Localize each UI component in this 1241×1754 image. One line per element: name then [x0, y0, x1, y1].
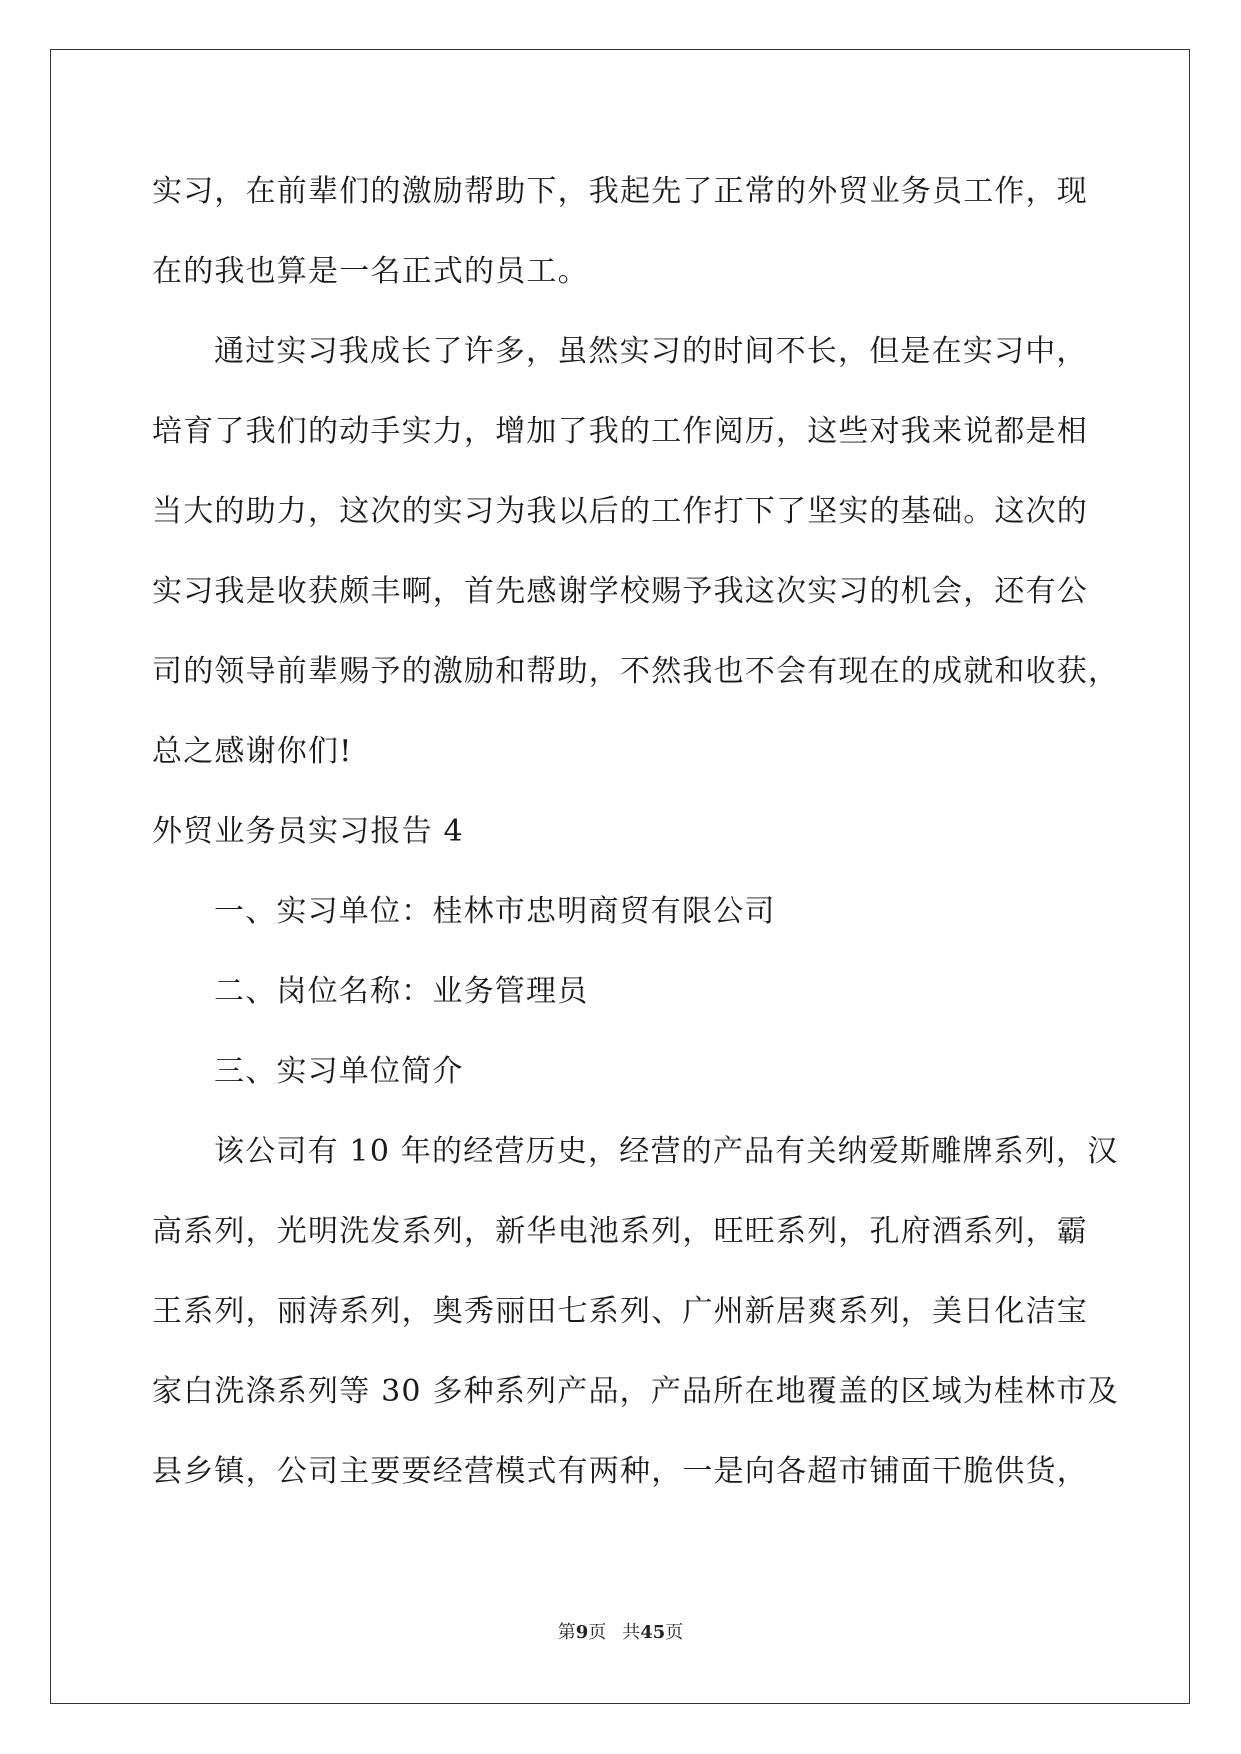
page-suffix: 页 [588, 1622, 607, 1643]
section-heading: 外贸业务员实习报告 4 [152, 814, 464, 849]
body-line: 培育了我们的动手实力，增加了我的工作阅历，这些对我来说都是相 [152, 414, 1088, 449]
body-line: 一、实习单位：桂林市忠明商贸有限公司 [214, 894, 776, 929]
body-line: 实习，在前辈们的激励帮助下，我起先了正常的外贸业务员工作，现 [152, 174, 1088, 209]
page-footer [0, 1618, 1241, 1644]
body-line: 王系列，丽涛系列，奥秀丽田七系列、广州新居爽系列，美日化洁宝 [152, 1294, 1088, 1329]
body-line: 该公司有 10 年的经营历史，经营的产品有关纳爱斯雕牌系列，汉 [214, 1134, 1119, 1169]
body-line: 三、实习单位简介 [214, 1054, 464, 1089]
body-line: 总之感谢你们! [152, 734, 353, 769]
body-line: 通过实习我成长了许多，虽然实习的时间不长，但是在实习中， [214, 334, 1088, 369]
current-page-number: 9 [575, 1622, 589, 1643]
body-line: 二、岗位名称：业务管理员 [214, 974, 589, 1009]
total-suffix: 页 [665, 1622, 684, 1643]
body-line: 当大的助力，这次的实习为我以后的工作打下了坚实的基础。这次的 [152, 494, 1088, 529]
body-line: 县乡镇，公司主要要经营模式有两种，一是向各超市铺面干脆供货， [152, 1454, 1088, 1489]
body-line: 家白洗涤系列等 30 多种系列产品，产品所在地覆盖的区域为桂林市及 [152, 1374, 1119, 1409]
body-line: 司的领导前辈赐予的激励和帮助，不然我也不会有现在的成就和收获， [152, 654, 1120, 689]
body-line: 高系列，光明洗发系列，新华电池系列，旺旺系列，孔府酒系列，霸 [152, 1214, 1088, 1249]
body-line: 实习我是收获颇丰啊，首先感谢学校赐予我这次实习的机会，还有公 [152, 574, 1088, 609]
body-line: 在的我也算是一名正式的员工。 [152, 254, 589, 289]
total-pages-number: 45 [640, 1622, 666, 1643]
page-prefix: 第 [557, 1622, 576, 1643]
document-body [152, 152, 1120, 1512]
total-prefix: 共 [622, 1622, 641, 1643]
